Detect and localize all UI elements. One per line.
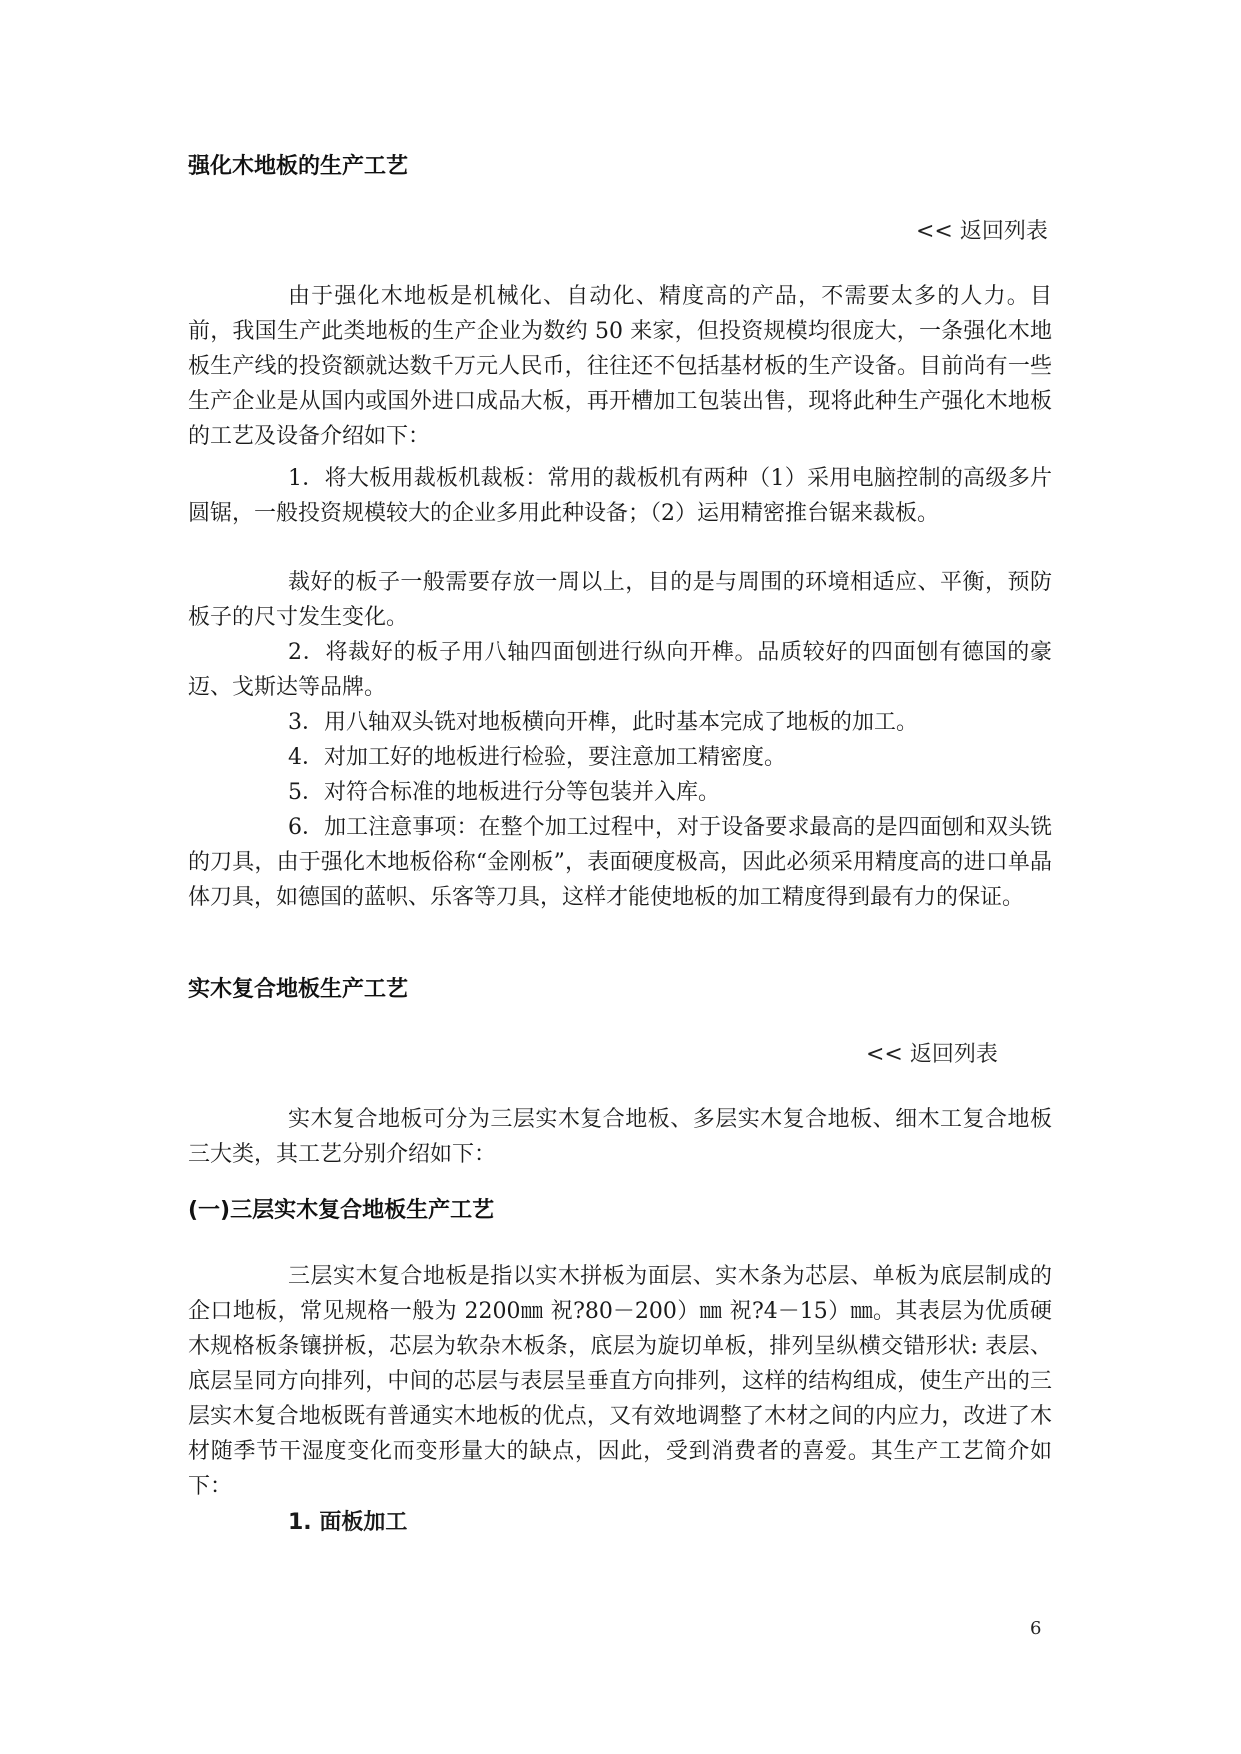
paragraph: 3．用八轴双头铣对地板横向开榫，此时基本完成了地板的加工。 [288, 710, 918, 735]
page-number: 6 [1030, 1618, 1042, 1639]
section-title-three-layer: (一)三层实木复合地板生产工艺 [188, 1198, 495, 1223]
subheading-panel-processing: 1. 面板加工 [288, 1510, 408, 1535]
paragraph: 三层实木复合地板是指以实木拼板为面层、实木条为芯层、单板为底层制成的企口地板，常见规格一般为 2200㎜ 祝?80－200）㎜ 祝?4－15）㎜。其表层为优质硬木规格板条镶拼板，芯层为软杂木板条，底层为旋切单板，排列呈纵横交错形状: 表层、底层呈同方向排列，中间的芯层与表层呈垂直方向排列，这样的结构组成，使生产出的三层实木复合地板既有普通实木地板的优点，又有效地调整了木材之间的内应力，改进了木材随季节干湿度变化而变形量大的缺点，因此，受到消费者的喜爱。其生产工艺简介如下： [188, 1264, 1052, 1499]
paragraph: 由于强化木地板是机械化、自动化、精度高的产品，不需要太多的人力。目前，我国生产此类地板的生产企业为数约 50 来家，但投资规模均很庞大，一条强化木地板生产线的投资额就达数千万元人民币，往往还不包括基材板的生产设备。目前尚有一些生产企业是从国内或国外进口成品大板，再开槽加工包装出售，现将此种生产强化木地板的工艺及设备介绍如下： [188, 284, 1052, 449]
paragraph: 5．对符合标准的地板进行分等包装并入库。 [288, 780, 720, 805]
paragraph: 实木复合地板可分为三层实木复合地板、多层实木复合地板、细木工复合地板三大类，其工艺分别介绍如下： [188, 1107, 1052, 1167]
paragraph: 4．对加工好的地板进行检验，要注意加工精密度。 [288, 745, 786, 770]
paragraph: 1．将大板用裁板机裁板：常用的裁板机有两种（1）采用电脑控制的高级多片圆锯，一般投资规模较大的企业多用此种设备；（2）运用精密推台锯来裁板。 [188, 466, 1052, 526]
paragraph: 2．将裁好的板子用八轴四面刨进行纵向开榫。品质较好的四面刨有德国的豪迈、戈斯达等品牌。 [188, 640, 1052, 700]
paragraph: 6．加工注意事项：在整个加工过程中，对于设备要求最高的是四面刨和双头铣的刀具，由于强化木地板俗称“金刚板”，表面硬度极高，因此必须采用精度高的进口单晶体刀具，如德国的蓝帜、乐客等刀具，这样才能使地板的加工精度得到最有力的保证。 [188, 815, 1052, 910]
back-to-list-link[interactable]: << 返回列表 [916, 219, 1048, 244]
paragraph: 裁好的板子一般需要存放一周以上，目的是与周围的环境相适应、平衡，预防板子的尺寸发生变化。 [188, 570, 1052, 630]
section-title-laminate: 强化木地板的生产工艺 [188, 154, 409, 179]
back-to-list-link[interactable]: << 返回列表 [866, 1042, 998, 1067]
section-title-engineered: 实木复合地板生产工艺 [188, 977, 409, 1002]
